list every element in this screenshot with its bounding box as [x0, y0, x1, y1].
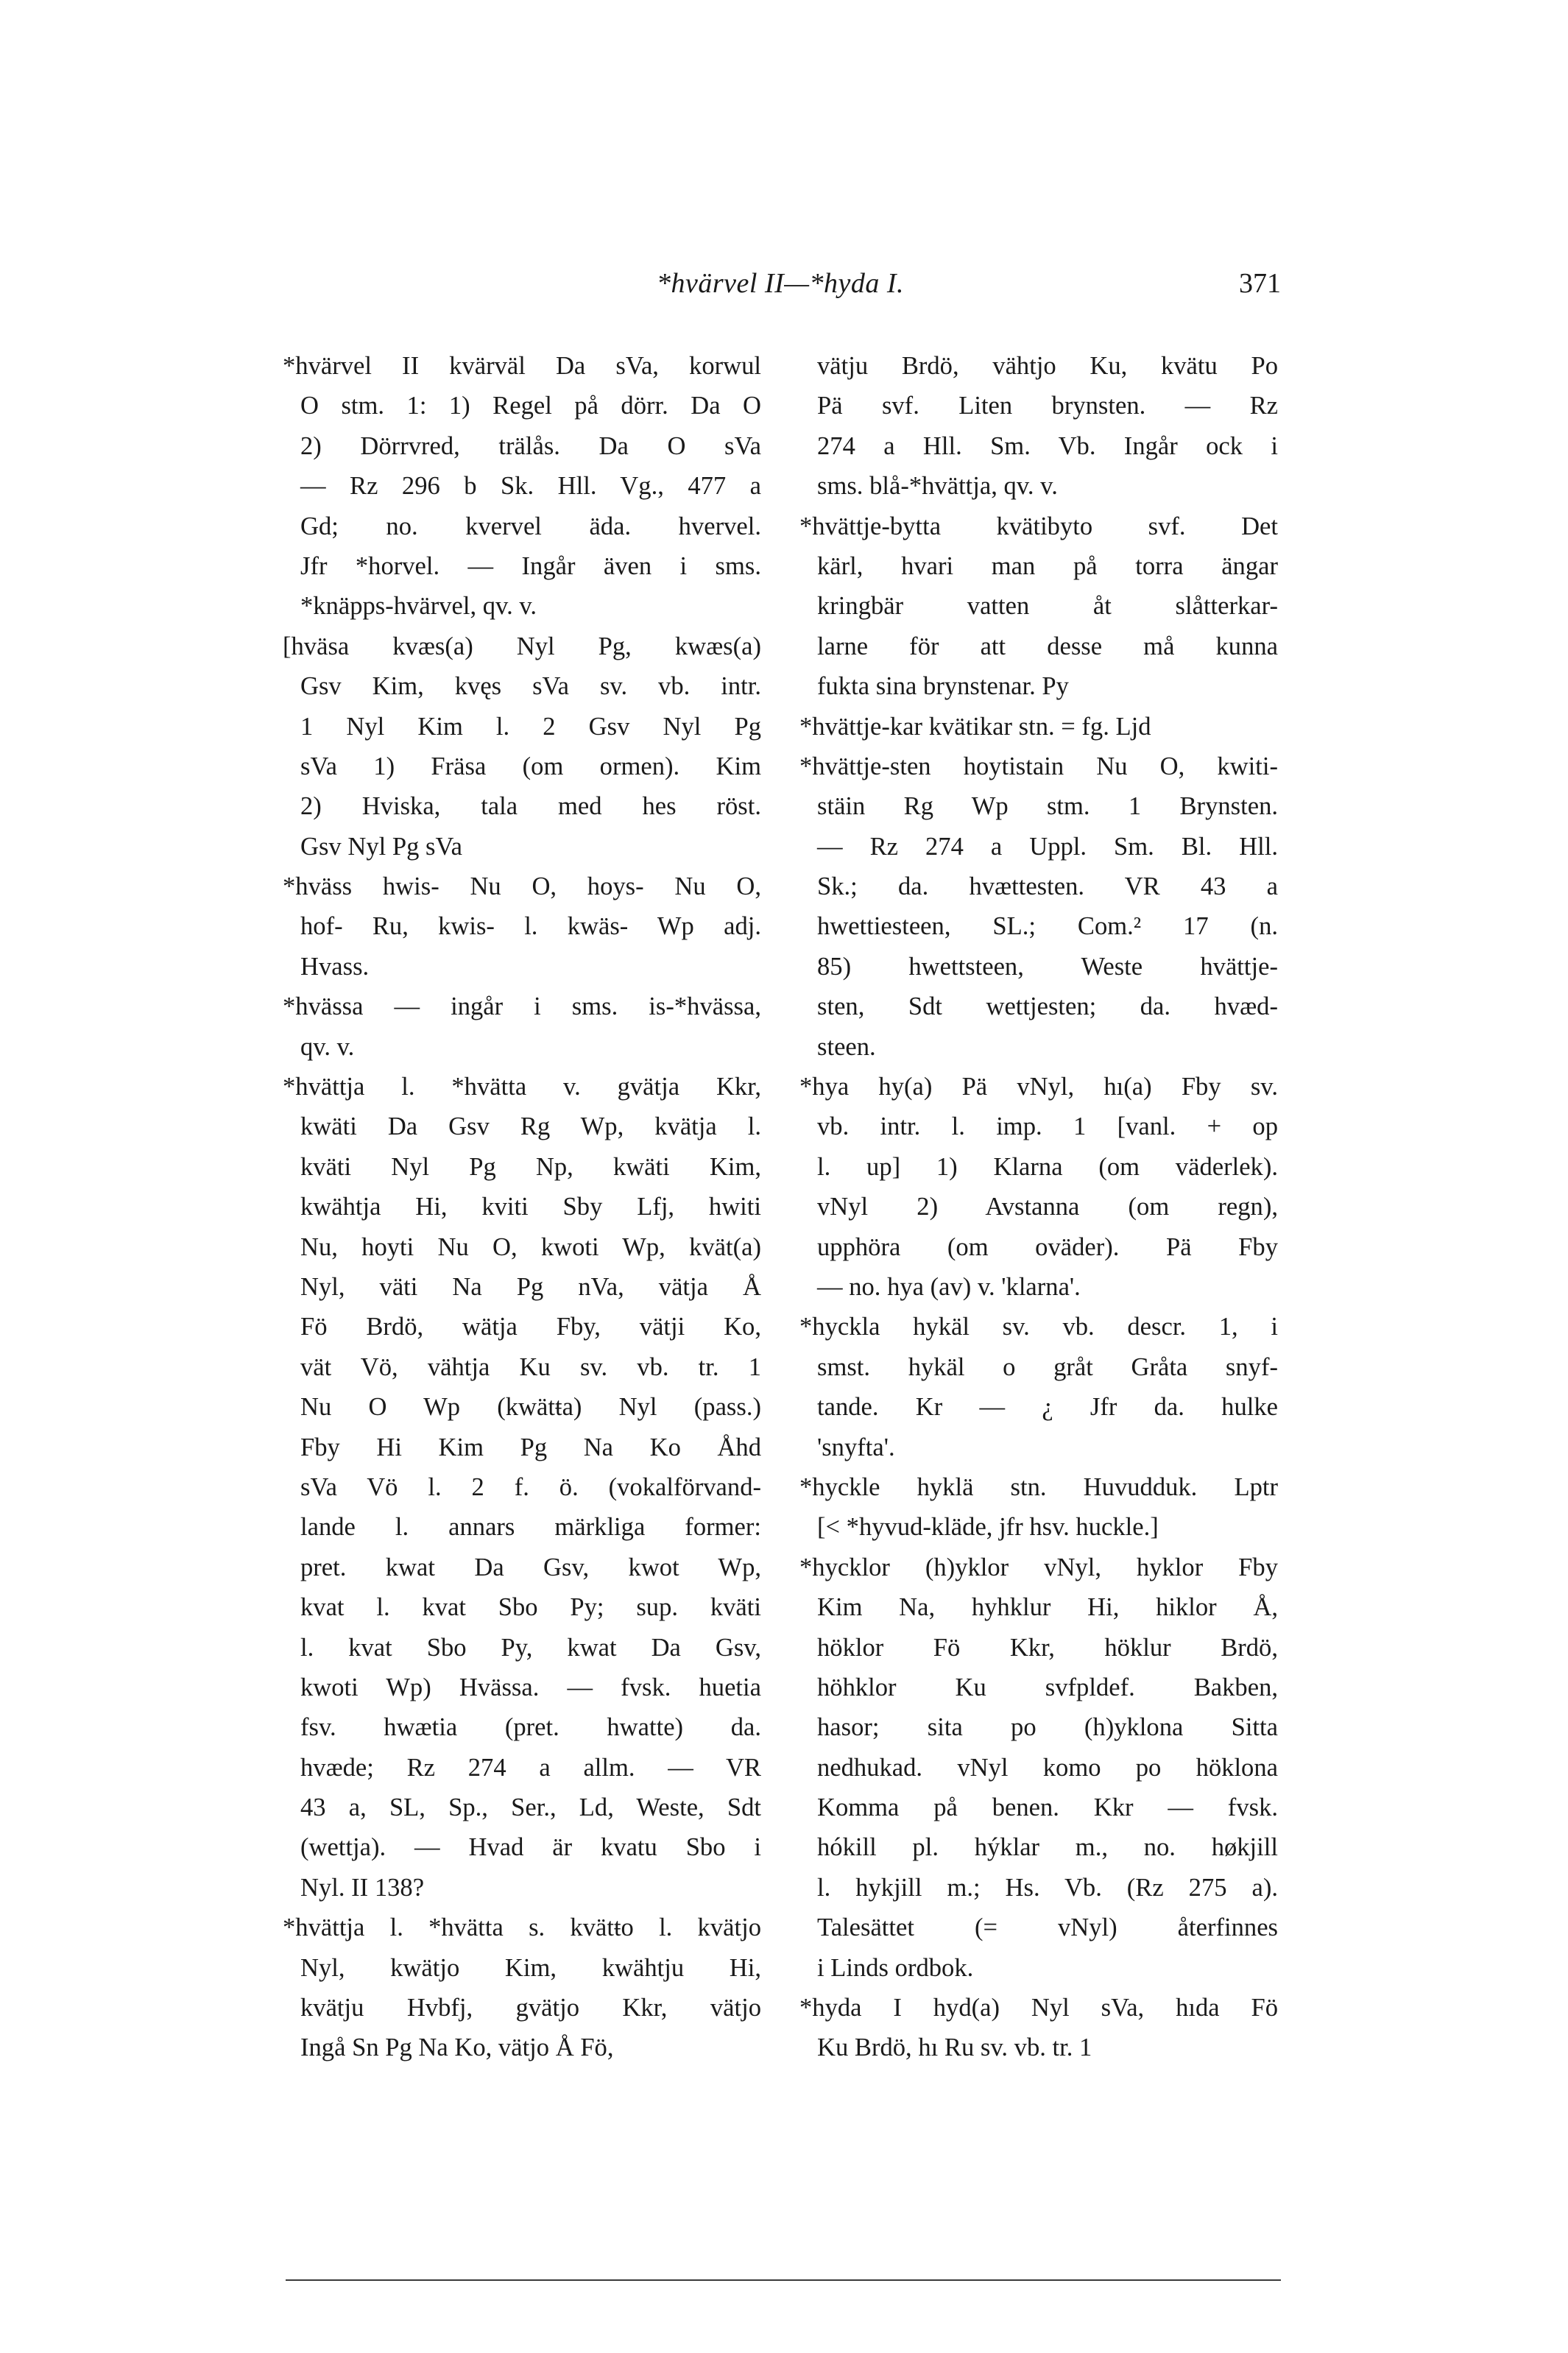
- text-line: Gsv Kim, kvęs sVa sv. vb. intr.: [300, 672, 761, 701]
- text-line: höhklor Ku svfpldef. Bakben,: [817, 1673, 1278, 1701]
- text-line: *hyda I hyd(a) Nyl sVa, hıda Fö: [799, 1994, 1278, 2022]
- text-line: vätju Brdö, vähtjo Ku, kvätu Po: [817, 352, 1278, 380]
- text-line: [hväsa kvæs(a) Nyl Pg, kwæs(a): [283, 632, 761, 660]
- text-line: — no. hya (av) v. 'klarna'.: [817, 1272, 1081, 1301]
- header-title: *hvärvel II—*hyda I.: [656, 268, 905, 299]
- text-line: hókill pl. hýklar m., no. høkjill: [817, 1833, 1278, 1862]
- text-line: fukta sina brynstenar. Py: [817, 672, 1069, 701]
- text-line: Fö Brdö, wätja Fby, vätji Ko,: [300, 1313, 761, 1341]
- text-line: Nyl, väti Na Pg nVa, vätja Å: [300, 1272, 761, 1301]
- text-line: smst. hykäl o gråt Gråta snyf-: [817, 1352, 1278, 1381]
- text-line: 43 a, SL, Sp., Ser., Ld, Weste, Sdt: [300, 1793, 761, 1822]
- text-line: hasor; sita po (h)yklona Sitta: [817, 1713, 1278, 1742]
- text-line: Sk.; da. hvættesten. VR 43 a: [817, 872, 1278, 901]
- text-line: *knäpps-hvärvel, qv. v.: [300, 592, 537, 621]
- text-line: vNyl 2) Avstanna (om regn),: [817, 1193, 1278, 1221]
- text-line: larne för att desse må kunna: [817, 632, 1278, 660]
- text-line: Kim Na, hyhklur Hi, hiklor Å,: [817, 1593, 1278, 1622]
- text-line: vät Vö, vähtja Ku sv. vb. tr. 1: [300, 1352, 761, 1381]
- text-line: sVa 1) Fräsa (om ormen). Kim: [300, 752, 761, 780]
- text-line: Nyl. II 138?: [300, 1873, 425, 1902]
- text-line: kwoti Wp) Hvässa. — fvsk. huetia: [300, 1673, 761, 1701]
- text-line: kärl, hvari man på torra ängar: [817, 551, 1278, 580]
- text-line: l. up] 1) Klarna (om väderlek).: [817, 1152, 1278, 1181]
- text-line: Hvass.: [300, 952, 370, 981]
- text-line: Gsv Nyl Pg sVa: [300, 832, 462, 861]
- text-line: stäin Rg Wp stm. 1 Brynsten.: [817, 792, 1278, 821]
- text-line: sVa Vö l. 2 f. ö. (vokalförvand-: [300, 1472, 761, 1501]
- text-line: nedhukad. vNyl komo po höklona: [817, 1753, 1278, 1782]
- text-line: Nu, hoyti Nu O, kwoti Wp, kvät(a): [300, 1232, 761, 1261]
- text-line: kwähtja Hi, kviti Sby Lfj, hwiti: [300, 1193, 761, 1221]
- text-line: l. hykjill m.; Hs. Vb. (Rz 275 a).: [817, 1873, 1278, 1902]
- text-line: Jfr *horvel. — Ingår även i sms.: [300, 551, 761, 580]
- text-line: Nu O Wp (kwätŧa) Nyl (pass.): [300, 1393, 761, 1422]
- text-line: lande l. annars märkliga former:: [300, 1513, 761, 1542]
- text-line: *hvärvel II kvärväl Da sVa, korwul: [283, 352, 761, 380]
- text-line: 85) hwettsteen, Weste hvättje-: [817, 952, 1278, 981]
- text-line: Fby Hi Kim Pg Na Ko Åhd: [300, 1433, 761, 1461]
- text-line: — Rz 274 a Uppl. Sm. Bl. Hll.: [817, 832, 1278, 861]
- text-line: O stm. 1: 1) Regel på dörr. Da O: [300, 392, 761, 420]
- text-line: pret. kwat Da Gsv, kwot Wp,: [300, 1553, 761, 1581]
- text-line: (wettja). — Hvad är kvatu Sbo i: [300, 1833, 761, 1862]
- text-line: Talesättet (= vNyl) återfinnes: [817, 1913, 1278, 1942]
- text-line: Pä svf. Liten brynsten. — Rz: [817, 392, 1278, 420]
- text-line: höklor Fö Kkr, höklur Brdö,: [817, 1633, 1278, 1662]
- text-line: *hyckle hyklä stn. Huvudduk. Lptr: [799, 1472, 1278, 1501]
- text-line: kväti Nyl Pg Np, kwäti Kim,: [300, 1152, 761, 1181]
- text-line: kvat l. kvat Sbo Py; sup. kväti: [300, 1593, 761, 1622]
- text-line: hvæde; Rz 274 a allm. — VR: [300, 1753, 761, 1782]
- text-line: *hvättje-sten hoytistain Nu O, kwiti-: [799, 752, 1278, 780]
- text-line: tande. Kr — ¿ Jfr da. hulke: [817, 1393, 1278, 1422]
- text-line: steen.: [817, 1032, 876, 1061]
- text-line: *hyckla hykäl sv. vb. descr. 1, i: [799, 1313, 1278, 1341]
- text-line: *hvättja l. *hvätta v. gvätja Kkr,: [283, 1073, 761, 1101]
- text-line: *hvättje-kar kvätikar stn. = fg. Ljd: [799, 712, 1151, 741]
- text-line: upphöra (om oväder). Pä Fby: [817, 1232, 1278, 1261]
- running-header: [280, 261, 1281, 313]
- text-line: 274 a Hll. Sm. Vb. Ingår ock i: [817, 431, 1278, 460]
- right-column: [799, 346, 1278, 2068]
- text-line: 2) Dörrvred, trälås. Da O sVa: [300, 431, 761, 460]
- text-line: Ku Brdö, hı Ru sv. vb. tr. 1: [817, 2033, 1092, 2062]
- page-number: 371: [1239, 268, 1281, 299]
- text-line: hof- Ru, kwis- l. kwäs- Wp adj.: [300, 912, 761, 941]
- text-line: Nyl, kwätjo Kim, kwähtju Hi,: [300, 1953, 761, 1982]
- text-line: vb. intr. l. imp. 1 [vanl. + op: [817, 1112, 1278, 1141]
- text-line: *hväss hwis- Nu O, hoys- Nu O,: [283, 872, 761, 901]
- text-line: fsv. hwætia (pret. hwatte) da.: [300, 1713, 761, 1742]
- text-line: *hycklor (h)yklor vNyl, hyklor Fby: [799, 1553, 1278, 1581]
- text-line: *hvässa — ingår i sms. is-*hvässa,: [283, 992, 761, 1021]
- text-line: Komma på benen. Kkr — fvsk.: [817, 1793, 1278, 1822]
- text-line: kringbär vatten åt slåtterkar-: [817, 592, 1278, 621]
- text-line: Gd; no. kvervel äda. hvervel.: [300, 512, 761, 540]
- footer-rule: [286, 2279, 1281, 2281]
- text-line: 1 Nyl Kim l. 2 Gsv Nyl Pg: [300, 712, 761, 741]
- text-line: hwettiesteen, SL.; Com.² 17 (n.: [817, 912, 1278, 941]
- text-line: l. kvat Sbo Py, kwat Da Gsv,: [300, 1633, 761, 1662]
- text-line: *hya hy(a) Pä vNyl, hı(a) Fby sv.: [799, 1073, 1278, 1101]
- text-line: sten, Sdt wettjesten; da. hvæd-: [817, 992, 1278, 1021]
- text-line: *hvättje-bytta kvätibyto svf. Det: [799, 512, 1278, 540]
- text-line: qv. v.: [300, 1032, 355, 1061]
- text-line: i Linds ordbok.: [817, 1953, 974, 1982]
- text-line: 2) Hviska, tala med hes röst.: [300, 792, 761, 821]
- text-line: *hvättja l. *hvätta s. kvätŧo l. kvätjo: [283, 1913, 761, 1942]
- text-line: [< *hyvud-kläde, jfr hsv. huckle.]: [817, 1513, 1159, 1542]
- text-line: Ingå Sn Pg Na Ko, vätjo Å Fö,: [300, 2033, 614, 2062]
- text-line: kvätju Hvbfj, gvätjo Kkr, vätjo: [300, 1994, 761, 2022]
- text-line: sms. blå-*hvättja, qv. v.: [817, 472, 1058, 501]
- text-line: 'snyfta'.: [817, 1433, 895, 1461]
- left-column: [283, 346, 761, 2068]
- text-line: — Rz 296 b Sk. Hll. Vg., 477 a: [300, 472, 761, 501]
- text-line: kwäti Da Gsv Rg Wp, kvätja l.: [300, 1112, 761, 1141]
